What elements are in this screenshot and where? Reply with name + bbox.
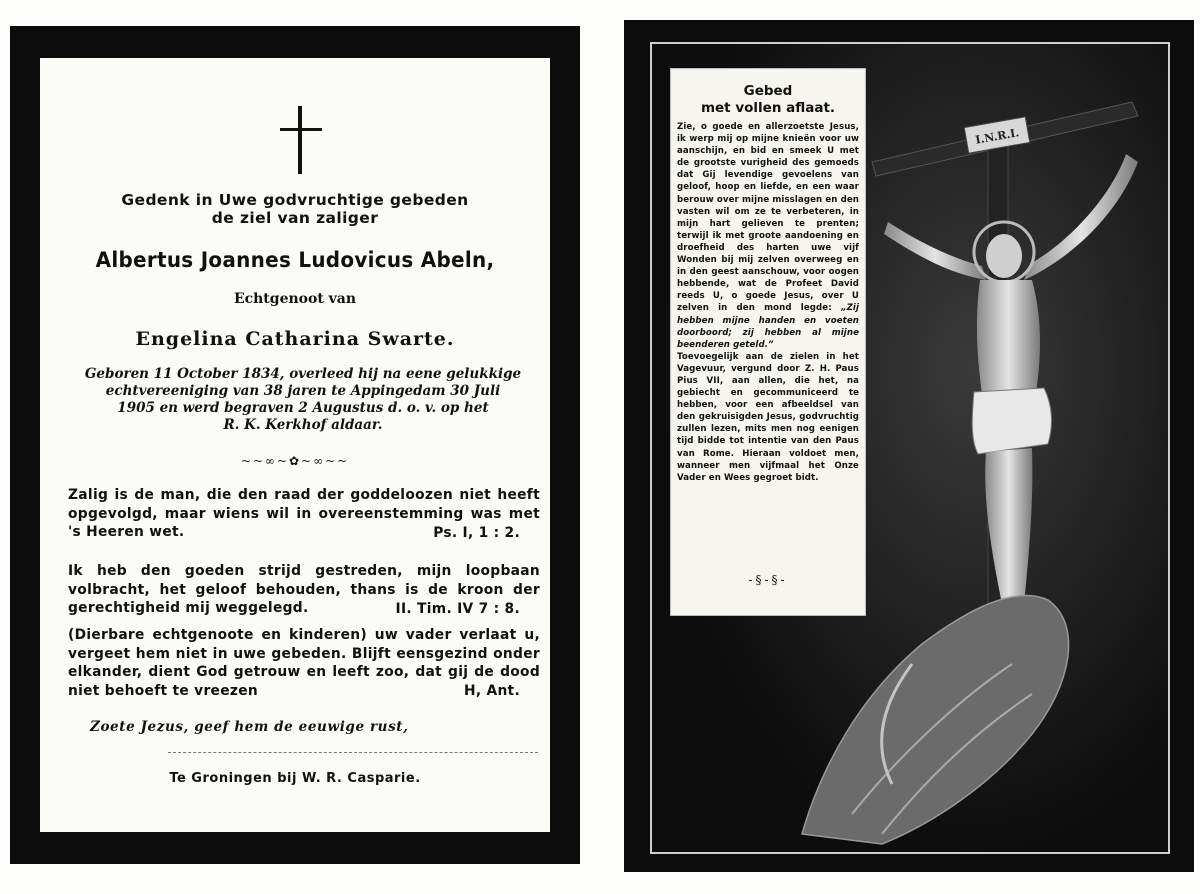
memorial-card-right [624, 20, 1194, 872]
indulgence-paragraph: Toevoegelijk aan de zielen in het Vagevuur, vergund door Z. H. Paus Pius VII, aan allen, die het, na gebiecht en gecommuniceerd te hebben, voor een afbeeldsel van den gekruisigden Jesus, godvruchtig zullen lezen, mits men nog eenigen tijd bidde tot intentie van den Paus van Rome. Hieraan voldoet men, wanneer men vijfmaal het Onze Vader en Wees gegroet bidt. [677, 351, 859, 483]
spouse-label: Echtgenoot van [233, 291, 357, 307]
verse-text: Ik heb den goeden strijd gestreden, mijn loopbaan volbracht, het geloof behouden, thans is de kroon der gerechtigheid mij weggelegd. [68, 563, 540, 616]
verse-reference: Ps. I, 1 : 2. [433, 524, 520, 541]
verse-text: (Dierbare echtgenoote en kinderen) uw vader verlaat u, vergeet hem niet in uwe gebeden. Blijft eensgezind onder elkander, dient God getrouw en leeft zoo, dat gij de dood niet behoeft te vreezen [68, 627, 540, 699]
memorial-heading [40, 191, 550, 227]
verse-reference: II. Tim. IV 7 : 8. [395, 600, 520, 617]
heading-line-1: Gedenk in Uwe godvruchtige gebeden [121, 191, 469, 209]
prayer-body [677, 121, 859, 484]
divider-rule [168, 752, 538, 753]
verse-timothy [68, 562, 540, 618]
heading-line-2: de ziel van zaliger [211, 209, 379, 227]
verse-text: Zalig is de man, die den raad der goddeloozen niet heeft opgevolgd, maar wiens wil in overeenstemming was met 's Heeren wet. [68, 487, 540, 540]
prayer-title-line-2: met vollen aflaat. [700, 100, 836, 116]
ornament-divider: ~~∞~✿~∞~~ [240, 454, 350, 468]
verse-ambrose [68, 626, 540, 700]
cross-icon-bar [280, 128, 322, 131]
bio-line-4: R. K. Kerkhof aldaar. [223, 417, 383, 433]
memorial-card-left [10, 26, 580, 864]
bio-line-2: echtvereeniging van 38 jaren te Appingedam 30 Juli [105, 383, 501, 399]
cross-icon [298, 106, 302, 174]
bio-line-3: 1905 en werd begraven 2 Augustus d. o. v. op het [117, 400, 489, 416]
bio-line-1: Geboren 11 October 1834, overleed hij na eene gelukkige [84, 366, 522, 382]
printer-imprint: Te Groningen bij W. R. Casparie. [169, 771, 421, 786]
prayer-title-line-1: Gebed [743, 83, 793, 99]
prayer-quote: „Zij hebben mijne handen en voeten doorboord; zij hebben al mijne beenderen geteld.” [677, 303, 859, 350]
image-frame [650, 42, 1170, 854]
ornament-divider: -§-§- [748, 573, 788, 587]
inri-plaque: I.N.R.I. [974, 126, 1021, 147]
verse-reference: H, Ant. [463, 683, 520, 699]
prayer-textbox [670, 68, 866, 616]
prayer-paragraph-1: Zie, o goede en allerzoetste Jesus, ik werp mij op mijne knieën voor uw aanschijn, en bid en smeek U met de grootste vurigheid des gemoeds dat Gij levendige gevoelens van geloof, hoop en liefde, en een waar berouw over mijne misslagen en den vasten wil om ze te verbeteren, in mijn hart gelieven te prenten; terwijl ik met groote aandoening en droefheid des harten uwe vijf Wonden bij mij zelven overweeg en in den geest aanschouw, voor oogen hebbende, wat de Profeet David reeds U, o goede Jesus, over U zelven in den mond legde: [677, 122, 859, 314]
prayer-title [671, 83, 865, 117]
spouse-name: Engelina Catharina Swarte. [135, 328, 455, 350]
verse-psalm [68, 486, 540, 542]
card-text-panel [40, 58, 550, 832]
biography [68, 366, 538, 434]
closing-prayer: Zoete Jezus, geef hem de eeuwige rust, [90, 719, 409, 735]
deceased-name: Albertus Joannes Ludovicus Abeln, [95, 248, 495, 272]
